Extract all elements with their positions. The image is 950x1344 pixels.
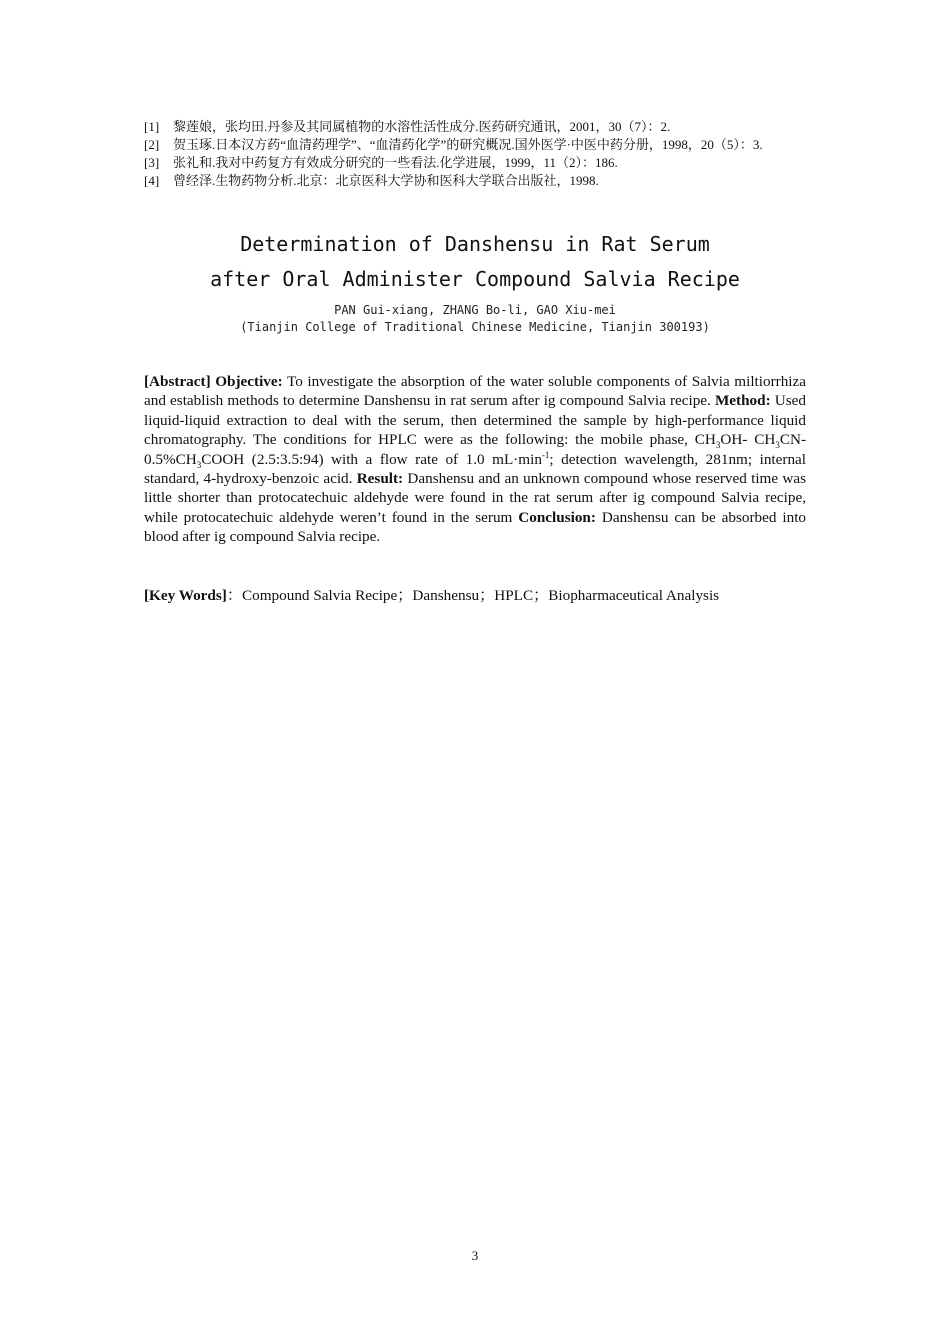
- reference-text: 曾经泽.生物药物分析.北京：北京医科大学协和医科大学联合出版社，1998.: [173, 173, 599, 188]
- mobile-phase-text: COOH (2.5:3.5:94) with a flow rate of 1.0 mL·min: [201, 450, 542, 468]
- reference-item: [144, 118, 816, 136]
- reference-item: [144, 136, 816, 154]
- reference-number: [4]: [144, 173, 160, 188]
- conclusion-label: Conclusion:: [518, 508, 596, 526]
- mobile-phase-text: OH- CH: [720, 431, 776, 449]
- reference-text: 贺玉琢.日本汉方药“血清药理学”、“血清药化学”的研究概况.国外医学·中医中药分册，1998，20（5）：3.: [173, 137, 763, 152]
- conclusion-text: Danshensu can be absorbed into blood after ig compound Salvia recipe.: [144, 508, 807, 546]
- result-text: Danshensu and an unknown compound whose reserved time was little shorter than protocatechuic aldehyde were found in the rat serum after ig compound Salvia recipe, while protocatechuic aldehyde weren’t found in the serum: [144, 470, 806, 526]
- objective-label: Objective:: [215, 373, 283, 390]
- reference-item: [144, 154, 816, 172]
- reference-number: [1]: [144, 119, 160, 134]
- reference-list: [144, 118, 816, 190]
- method-label: Method:: [714, 392, 771, 410]
- abstract-label: [Abstract]: [144, 373, 211, 390]
- abstract: [144, 372, 806, 547]
- paper-title-line-1: Determination of Danshensu in Rat Serum: [240, 232, 710, 256]
- superscript: -1: [541, 449, 550, 460]
- keywords-label: [Key Words]: [144, 587, 227, 604]
- keywords: [144, 586, 824, 605]
- affiliation: (Tianjin College of Traditional Chinese Medicine, Tianjin 300193): [240, 320, 710, 334]
- reference-number: [2]: [144, 137, 160, 152]
- result-label: Result:: [356, 470, 404, 488]
- subscript: 3: [196, 459, 202, 470]
- subscript: 3: [715, 440, 721, 451]
- subscript: 3: [775, 440, 780, 451]
- reference-number: [3]: [144, 155, 160, 170]
- paper-title-line-2: after Oral Administer Compound Salvia Recipe: [210, 267, 740, 291]
- authors: PAN Gui-xiang, ZHANG Bo-li, GAO Xiu-mei: [334, 303, 616, 317]
- mobile-phase-text: CN- 0.5%CH: [144, 431, 807, 468]
- reference-item: [144, 172, 816, 190]
- method-text: Used liquid-liquid extraction to deal with the serum, then determined the sample by high-performance liquid chromatography. The conditions for HPLC were as the following: the mobile phase, CH: [144, 392, 806, 449]
- page-number: 3: [471, 1248, 479, 1263]
- reference-text: 张礼和.我对中药复方有效成分研究的一些看法.化学进展，1999，11（2）：186.: [173, 155, 618, 170]
- reference-text: 黎莲娘，张均田.丹参及其同属植物的水溶性活性成分.医药研究通讯，2001，30（7）：2.: [173, 119, 671, 134]
- objective-text: To investigate the absorption of the water soluble components of Salvia miltiorrhiza and establish methods to determine Danshensu in rat serum after ig compound Salvia recipe.: [144, 373, 807, 410]
- keywords-text: ：Compound Salvia Recipe；Danshensu；HPLC；Biopharmaceutical Analysis: [226, 587, 720, 604]
- method-text: ; detection wavelength, 281nm; internal standard, 4-hydroxy-benzoic acid.: [144, 450, 806, 488]
